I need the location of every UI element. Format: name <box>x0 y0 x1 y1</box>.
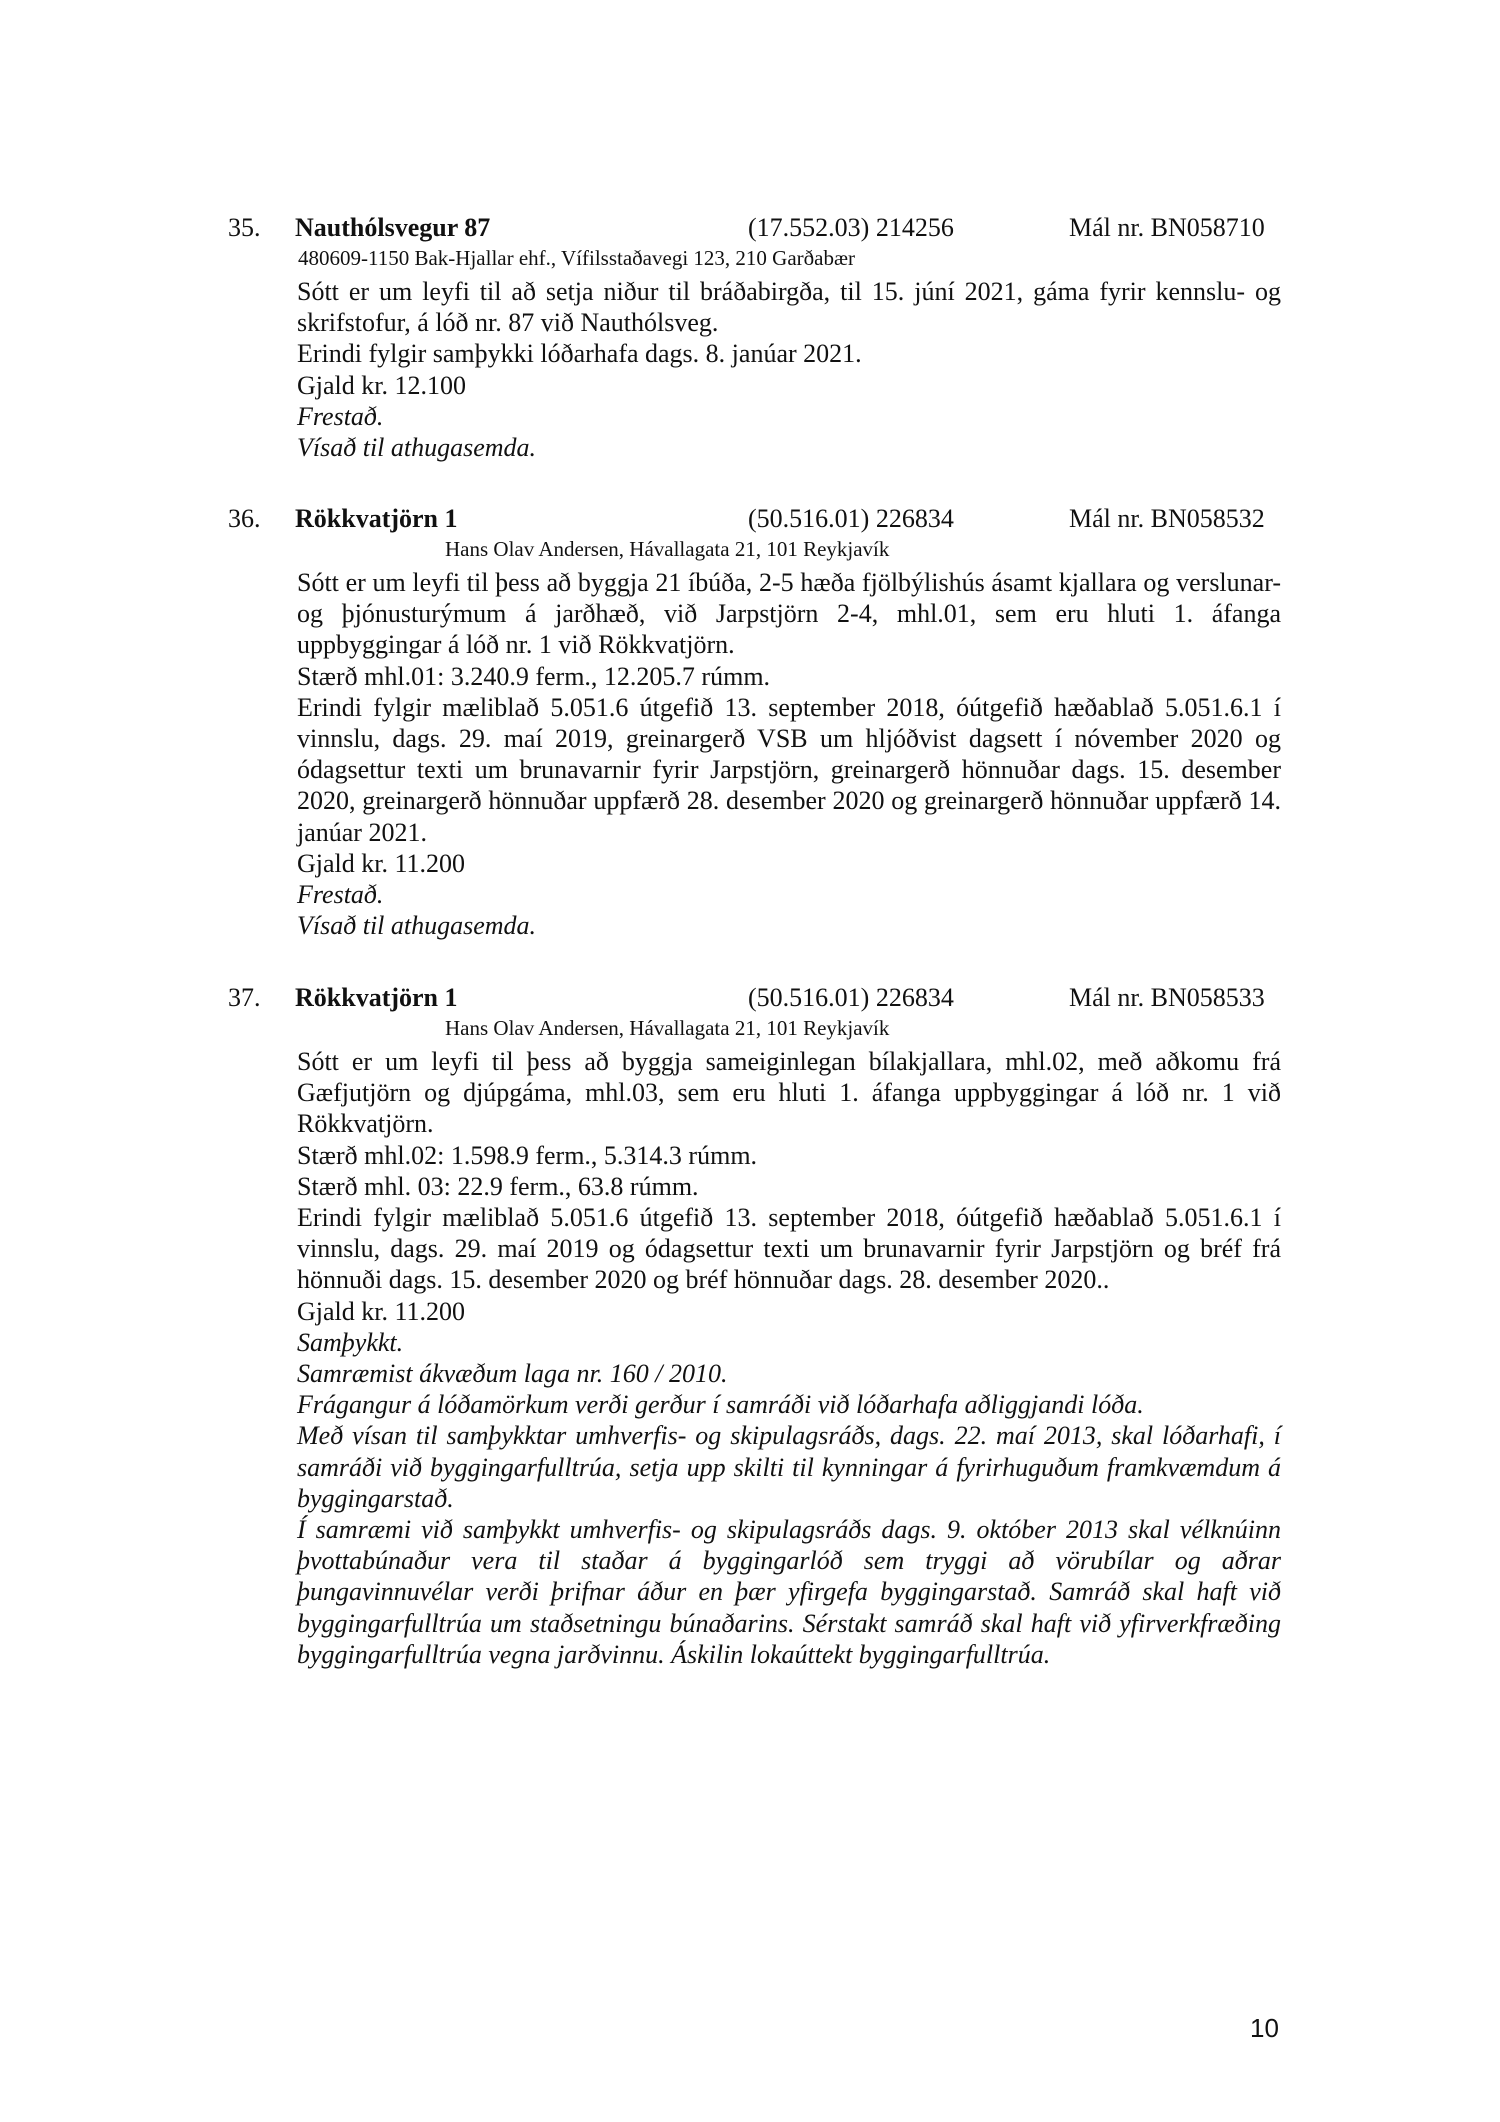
item-decision: Samræmist ákvæðum laga nr. 160 / 2010. <box>297 1359 728 1389</box>
item-decision: Með vísan til samþykktar umhverfis- og skipulagsráðs, dags. 22. maí 2013, skal lóðarhafi, í samráði við byggingarfulltrúa, setja upp skilti til kynningar á fyrirhuguðum framkvæmdum á byggingarstað. <box>297 1421 1281 1513</box>
item-applicant: Hans Olav Andersen, Hávallagata 21, 101 Reykjavík <box>445 537 890 561</box>
item-case-number: Mál nr. BN058710 <box>1069 213 1265 242</box>
item-lot-number: (50.516.01) 226834 <box>748 983 954 1012</box>
item-text: Sótt er um leyfi til að setja niður til bráðabirgða, til 15. júní 2021, gáma fyrir kennslu- og skrifstofur, á lóð nr. 87 við Nauthólsveg. <box>297 277 1281 338</box>
item-body <box>297 1046 1281 1670</box>
item-applicant: Hans Olav Andersen, Hávallagata 21, 101 Reykjavík <box>445 1016 890 1040</box>
item-fee: Gjald kr. 12.100 <box>297 370 466 400</box>
item-address: Rökkvatjörn 1 <box>295 983 458 1012</box>
item-fee: Gjald kr. 11.200 <box>297 848 466 878</box>
item-decision: Frestað. <box>297 880 384 910</box>
item-fee: Gjald kr. 11.200 <box>297 1296 466 1326</box>
item-applicant: 480609-1150 Bak-Hjallar ehf., Vífilsstaðavegi 123, 210 Garðabær <box>298 246 855 270</box>
item-number: 35. <box>228 213 261 242</box>
item-address: Nauthólsvegur 87 <box>295 213 491 242</box>
item-body <box>297 276 1281 463</box>
item-body <box>297 567 1281 941</box>
item-text: Sótt er um leyfi til þess að byggja sameiginlegan bílakjallara, mhl.02, með aðkomu frá Gæfjutjörn og djúpgáma, mhl.03, sem eru hluti 1. áfanga uppbyggingar á lóð nr. 1 við Rökkvatjörn. <box>297 1047 1281 1139</box>
item-text: Erindi fylgir samþykki lóðarhafa dags. 8. janúar 2021. <box>297 339 862 369</box>
page-number: 10 <box>1250 2013 1279 2043</box>
item-case-number: Mál nr. BN058533 <box>1069 983 1265 1012</box>
item-number: 37. <box>228 983 261 1012</box>
item-text: Erindi fylgir mæliblað 5.051.6 útgefið 13. september 2018, óútgefið hæðablað 5.051.6.1 í vinnslu, dags. 29. maí 2019 og ódagsettur texti um brunavarnir fyrir Jarpstjörn og bréf frá hönnuði dags. 15. desember 2020 og bréf hönnuðar dags. 28. desember 2020.. <box>297 1203 1281 1295</box>
item-size: Stærð mhl.01: 3.240.9 ferm., 12.205.7 rúmm. <box>297 661 771 691</box>
item-text: Erindi fylgir mæliblað 5.051.6 útgefið 13. september 2018, óútgefið hæðablað 5.051.6.1 í vinnslu, dags. 29. maí 2019, greinargerð VSB um hljóðvist dagsett í nóvember 2020 og ódagsettur texti um brunavarnir fyrir Jarpstjörn, greinargerð hönnuðar dags. 15. desember 2020, greinargerð hönnuðar uppfærð 28. desember 2020 og greinargerð hönnuðar uppfærð 14. janúar 2021. <box>297 692 1281 847</box>
item-decision: Vísað til athugasemda. <box>297 433 537 463</box>
item-decision: Frágangur á lóðamörkum verði gerður í samráði við lóðarhafa aðliggjandi lóða. <box>297 1390 1144 1420</box>
item-text: Sótt er um leyfi til þess að byggja 21 íbúða, 2-5 hæða fjölbýlishús ásamt kjallara og verslunar- og þjónusturýmum á jarðhæð, við Jarpstjörn 2-4, mhl.01, sem eru hluti 1. áfanga uppbyggingar á lóð nr. 1 við Rökkvatjörn. <box>297 568 1281 660</box>
item-address: Rökkvatjörn 1 <box>295 504 458 533</box>
item-decision: Í samræmi við samþykkt umhverfis- og skipulagsráðs dags. 9. október 2013 skal vélknúinn þvottabúnaður vera til staðar á byggingarlóð sem tryggi að vörubílar og aðrar þungavinnuvélar verði þrifnar áður en þær yfirgefa byggingarstað. Samráð skal haft við byggingarfulltrúa um staðsetningu búnaðarins. Sérstakt samráð skal haft við yfirverkfræðing byggingarfulltrúa vegna jarðvinnu. Áskilin lokaúttekt byggingarfulltrúa. <box>297 1515 1281 1669</box>
item-size: Stærð mhl. 03: 22.9 ferm., 63.8 rúmm. <box>297 1171 699 1201</box>
item-number: 36. <box>228 504 261 533</box>
item-size: Stærð mhl.02: 1.598.9 ferm., 5.314.3 rúmm. <box>297 1140 758 1170</box>
item-case-number: Mál nr. BN058532 <box>1069 504 1265 533</box>
item-decision: Samþykkt. <box>297 1327 404 1357</box>
item-lot-number: (50.516.01) 226834 <box>748 504 954 533</box>
item-decision: Frestað. <box>297 401 384 431</box>
item-lot-number: (17.552.03) 214256 <box>748 213 954 242</box>
item-decision: Vísað til athugasemda. <box>297 911 537 941</box>
